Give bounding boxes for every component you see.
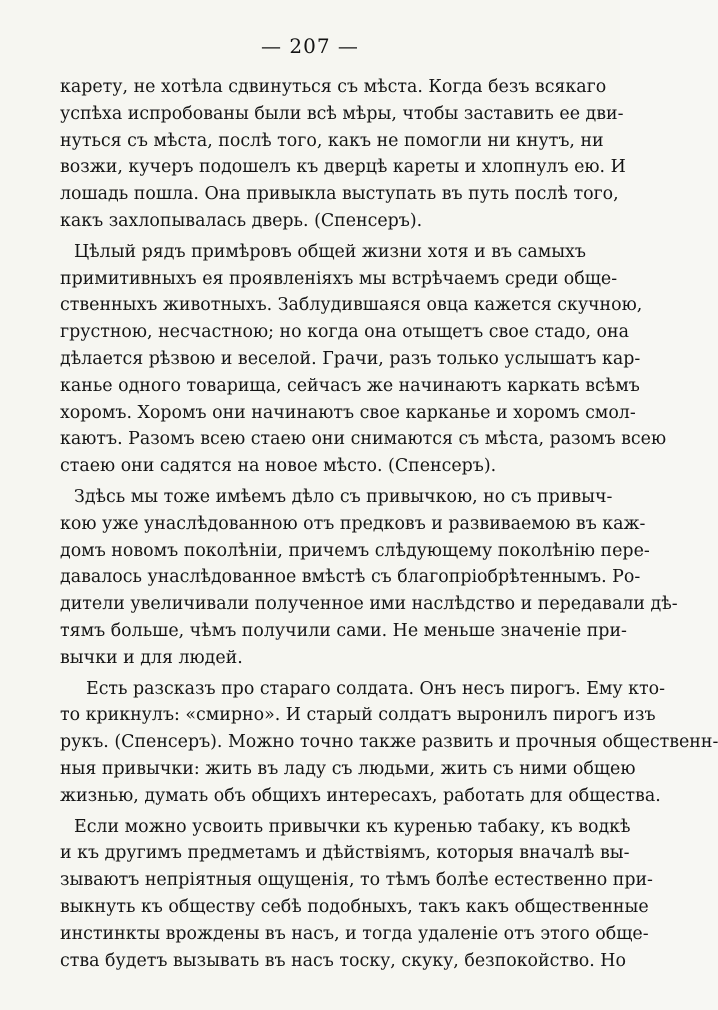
text-line: успѣха испробованы были всѣ мѣры, чтобы заставить ее дви- [60,103,624,124]
text-line: выкнуть къ обществу себѣ подобныхъ, такъ какъ общественные [60,896,649,917]
text-line: стаею они садятся на новое мѣсто. (Спенсеръ). [60,456,497,477]
paragraph [60,484,678,672]
paragraph [60,239,667,480]
text-line: лошадь пошла. Она привыкла выступать въ путь послѣ того, [60,184,619,205]
text-line: давалось унаслѣдованное вмѣстѣ съ благопріобрѣтеннымъ. Ро- [60,567,641,588]
text-line: дители увеличивали полученное ими наслѣдство и передавали дѣ- [60,594,678,615]
text-line: тямъ больше, чѣмъ получили сами. Не меньше значеніе при- [60,620,627,641]
text-line: Есть разсказъ про стараго солдата. Онъ несъ пирогъ. Ему кто- [86,678,666,699]
text-line: возжи, кучеръ подошелъ къ дверцѣ кареты и хлопнулъ ею. И [60,157,626,178]
text-line: вычки и для людей. [60,647,243,668]
text-line: ства будетъ вызывать въ насъ тоску, скуку, безпокойство. Но [60,950,626,971]
text-line: и къ другимъ предметамъ и дѣйствіямъ, которыя вначалѣ вы- [60,843,630,864]
paragraph [60,74,626,235]
text-line: рукъ. (Спенсеръ). Можно точно также развить и прочныя общественн- [60,732,718,753]
text-line: ственныхъ животныхъ. Заблудившаяся овца кажется скучною, [60,295,643,316]
text-line: Здѣсь мы тоже имѣемъ дѣло съ привычкою, но съ привыч- [74,486,613,507]
text-line: ныя привычки: жить въ ладу съ людьми, жить съ ними общею [60,758,636,779]
text-line: кою уже унаслѣдованною отъ предковъ и развиваемою въ каж- [60,513,646,534]
page-number: — 207 — [261,34,359,58]
text-line: нуться съ мѣста, послѣ того, какъ не помогли ни кнутъ, ни [60,130,604,151]
text-line: зываютъ непріятныя ощущенія, то тѣмъ болѣе естественно при- [60,870,653,891]
paragraph [60,676,718,810]
paragraph [60,814,653,975]
text-line: Цѣлый рядъ примѣровъ общей жизни хотя и въ самыхъ [74,241,586,262]
text-line: дѣлается рѣзвою и веселой. Грачи, разъ только услышатъ кар- [60,348,641,369]
text-line: хоромъ. Хоромъ они начинаютъ свое карканье и хоромъ смол- [60,402,636,423]
text-line: примитивныхъ ея проявленіяхъ мы встрѣчаемъ среди обще- [60,268,618,289]
text-line: то крикнулъ: «смирно». И старый солдатъ выронилъ пирогъ изъ [60,705,656,726]
text-line: карету, не хотѣла сдвинуться съ мѣста. Когда безъ всякаго [60,77,607,97]
text-line: Если можно усвоить привычки къ куренью табаку, къ водкѣ [74,816,631,837]
text-line: канье одного товарища, сейчасъ же начинаютъ каркать всѣмъ [60,375,640,396]
text-line: жизнью, думать объ общихъ интересахъ, работать для общества. [60,785,661,806]
text-line: каютъ. Разомъ всею стаею они снимаются съ мѣста, разомъ всею [60,429,667,450]
text-line: грустною, несчастною; но когда она отыщетъ свое стадо, она [60,322,629,343]
text-line: какъ захлопывалась дверь. (Спенсеръ). [60,210,423,231]
body-text [60,74,718,974]
text-line: инстинкты врождены въ насъ, и тогда удаленіе отъ этого обще- [60,923,649,944]
text-line: домъ новомъ поколѣніи, причемъ слѣдующему поколѣнію пере- [60,540,650,561]
